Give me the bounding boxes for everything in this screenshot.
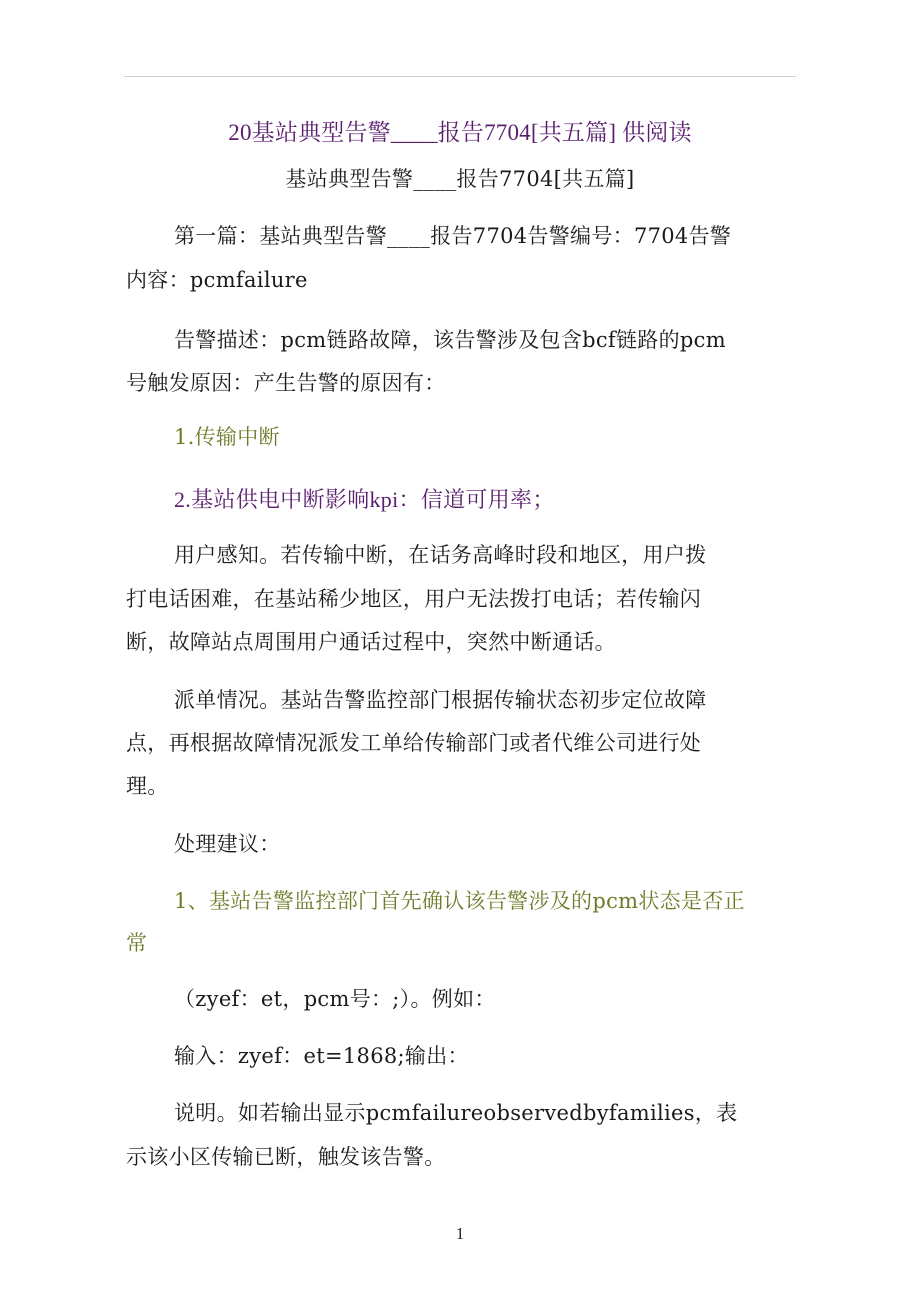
paragraph-line: 内容：pcmfailure — [126, 268, 308, 292]
paragraph-line: 理。 — [126, 774, 169, 798]
list-item: 2.基站供电中断影响kpi：信道可用率； — [174, 487, 555, 512]
list-item: 1.传输中断 — [174, 425, 280, 449]
paragraph-line: 用户感知。若传输中断，在话务高峰时段和地区，用户拨 — [174, 543, 707, 567]
paragraph-line: 点，再根据故障情况派发工单给传输部门或者代维公司进行处 — [126, 731, 702, 755]
paragraph-line: 号触发原因：产生告警的原因有： — [126, 371, 446, 395]
paragraph-line: 输入：zyef：et=1868;输出： — [174, 1044, 469, 1068]
document-subtitle: 基站典型告警____报告7704[共五篇] — [285, 167, 635, 191]
document-title: 20基站典型告警____报告7704[共五篇] 供阅读 — [228, 120, 692, 145]
list-item: 1、基站告警监控部门首先确认该告警涉及的pcm状态是否正 — [174, 889, 745, 913]
paragraph-line: 第一篇：基站典型告警____报告7704告警编号：7704告警 — [174, 224, 732, 248]
paragraph-line: 派单情况。基站告警监控部门根据传输状态初步定位故障 — [174, 688, 707, 712]
paragraph-line: 示该小区传输已断，触发该告警。 — [126, 1145, 446, 1169]
page-number: 1 — [455, 1224, 465, 1243]
list-item: 常 — [126, 931, 148, 955]
paragraph-line: 处理建议： — [174, 832, 281, 856]
paragraph-line: 断，故障站点周围用户通话过程中，突然中断通话。 — [126, 630, 616, 654]
header-rule — [124, 76, 796, 77]
paragraph-line: 说明。如若输出显示pcmfailureobservedbyfamilies，表 — [174, 1101, 738, 1125]
paragraph-line: 打电话困难，在基站稀少地区，用户无法拨打电话；若传输闪 — [126, 587, 702, 611]
paragraph-line: 告警描述：pcm链路故障，该告警涉及包含bcf链路的pcm — [174, 328, 726, 352]
paragraph-line: （zyef：et，pcm号：;）。例如： — [174, 987, 496, 1011]
